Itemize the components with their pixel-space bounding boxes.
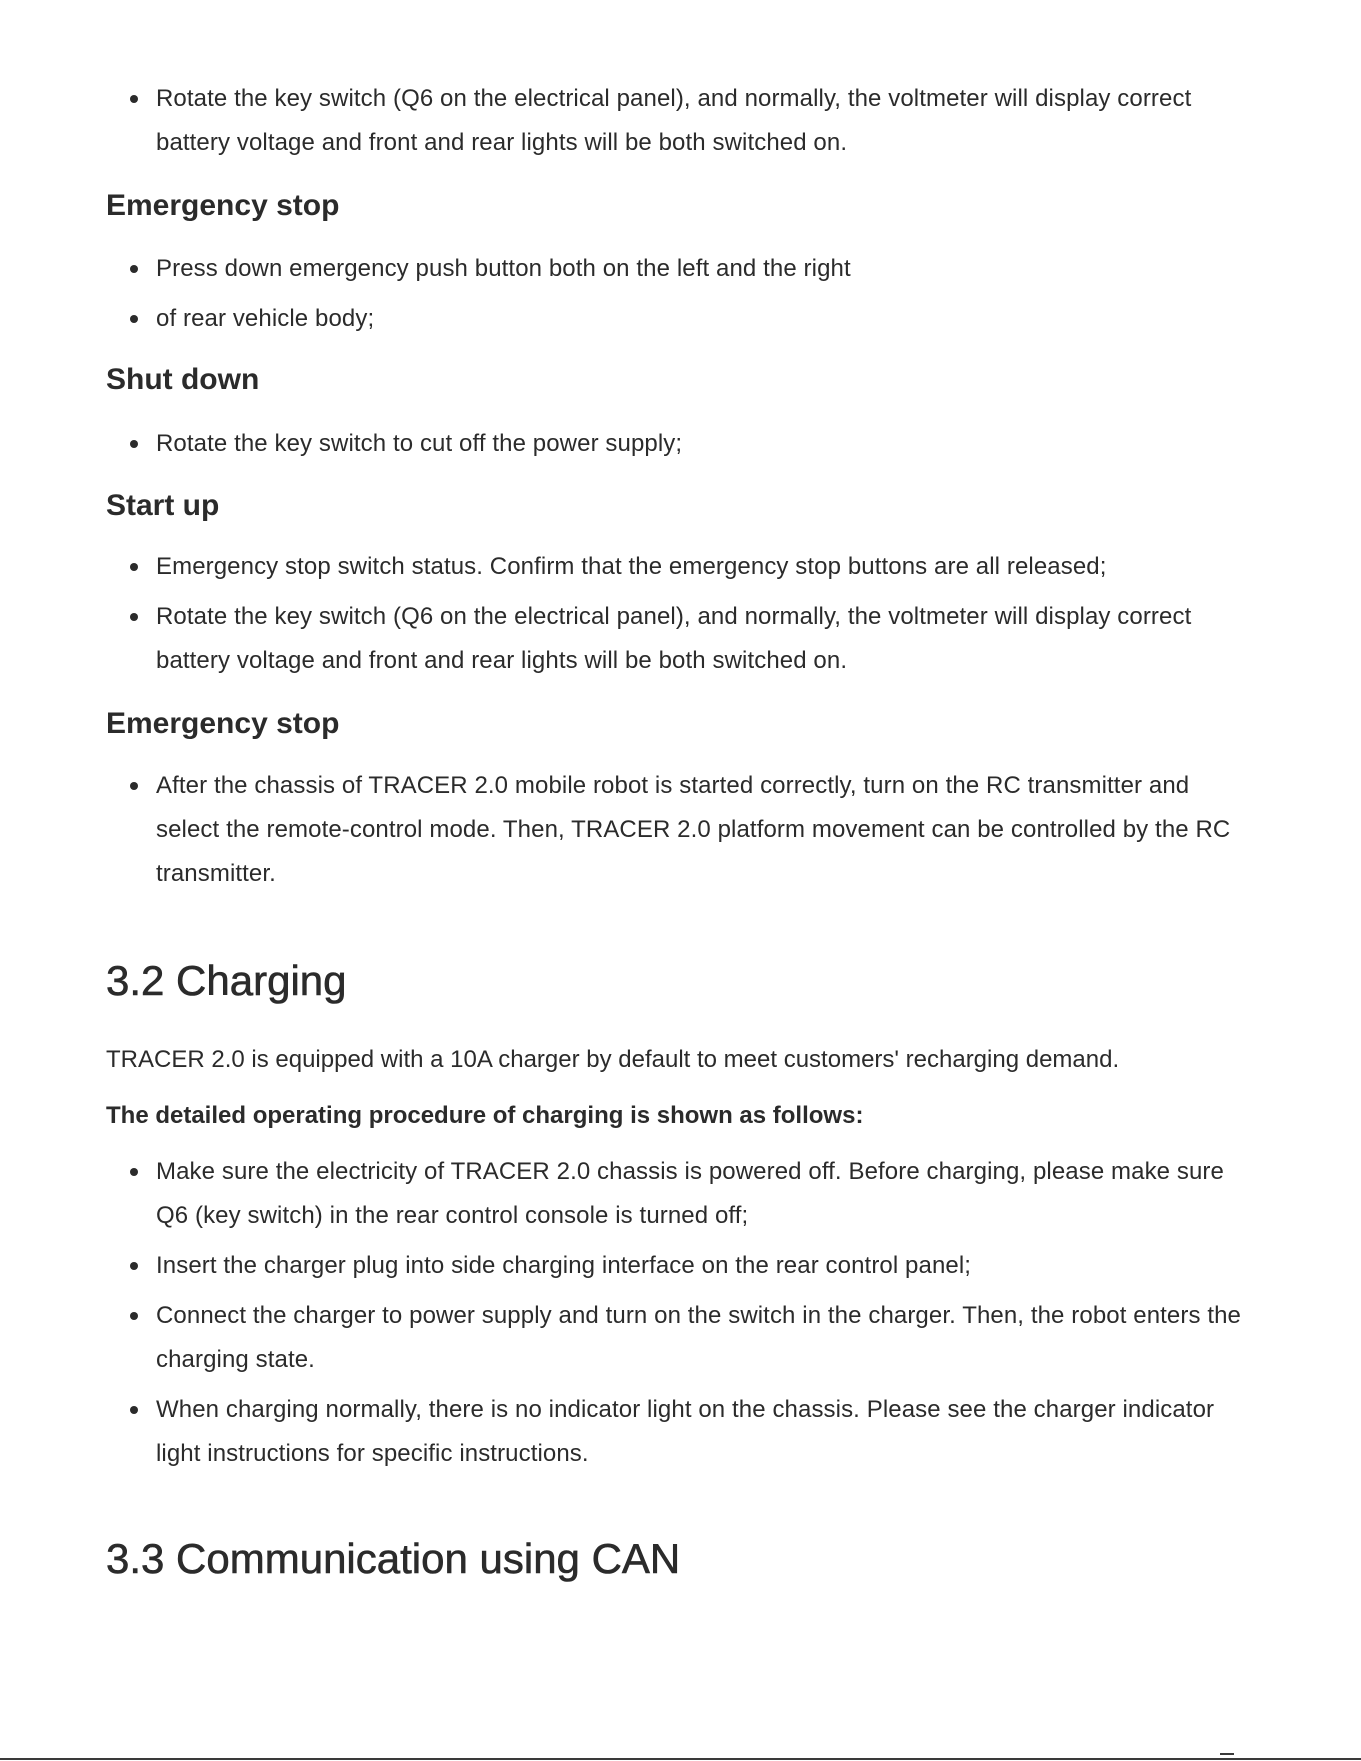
footer-mark: [1220, 1753, 1234, 1755]
charging-procedure-label: The detailed operating procedure of charging is shown as follows:: [106, 1102, 864, 1129]
list-item: Rotate the key switch (Q6 on the electrical panel), and normally, the voltmeter will display correct battery voltage and front and rear lights will be both switched on.: [106, 595, 1256, 683]
heading-start-up: Start up: [106, 489, 220, 522]
list-item: of rear vehicle body;: [106, 297, 1256, 341]
list-item: Emergency stop switch status. Confirm that the emergency stop buttons are all released;: [106, 545, 1256, 589]
heading-emergency-stop-2: Emergency stop: [106, 707, 340, 740]
list-item: After the chassis of TRACER 2.0 mobile robot is started correctly, turn on the RC transmitter and select the remote-control mode. Then, TRACER 2.0 platform movement can be controlled by the RC transmitter.: [106, 764, 1256, 896]
bullet-list-emergency-stop: [106, 247, 1256, 347]
bullet-list-emergency-stop-2: [106, 764, 1256, 902]
list-item: When charging normally, there is no indicator light on the chassis. Please see the charger indicator light instructions for specific instructions.: [106, 1388, 1256, 1476]
list-item: Make sure the electricity of TRACER 2.0 chassis is powered off. Before charging, please make sure Q6 (key switch) in the rear control console is turned off;: [106, 1150, 1256, 1238]
section-title-communication: 3.3 Communication using CAN: [106, 1535, 681, 1582]
bullet-list-shut-down: [106, 422, 1256, 472]
list-item: Connect the charger to power supply and turn on the switch in the charger. Then, the robot enters the charging state.: [106, 1294, 1256, 1382]
list-item: Press down emergency push button both on the left and the right: [106, 247, 1256, 291]
charging-intro: TRACER 2.0 is equipped with a 10A charger by default to meet customers' recharging demand.: [106, 1046, 1120, 1073]
bullet-list-section-a: [106, 77, 1256, 171]
list-item: Insert the charger plug into side charging interface on the rear control panel;: [106, 1244, 1256, 1288]
bullet-list-charging: [106, 1150, 1256, 1482]
heading-shut-down: Shut down: [106, 363, 260, 396]
heading-emergency-stop: Emergency stop: [106, 189, 340, 222]
footer-divider: [0, 1758, 1361, 1760]
bullet-list-start-up: [106, 545, 1256, 689]
list-item: Rotate the key switch (Q6 on the electrical panel), and normally, the voltmeter will display correct battery voltage and front and rear lights will be both switched on.: [106, 77, 1256, 165]
list-item: Rotate the key switch to cut off the power supply;: [106, 422, 1256, 466]
section-title-charging: 3.2 Charging: [106, 957, 347, 1004]
